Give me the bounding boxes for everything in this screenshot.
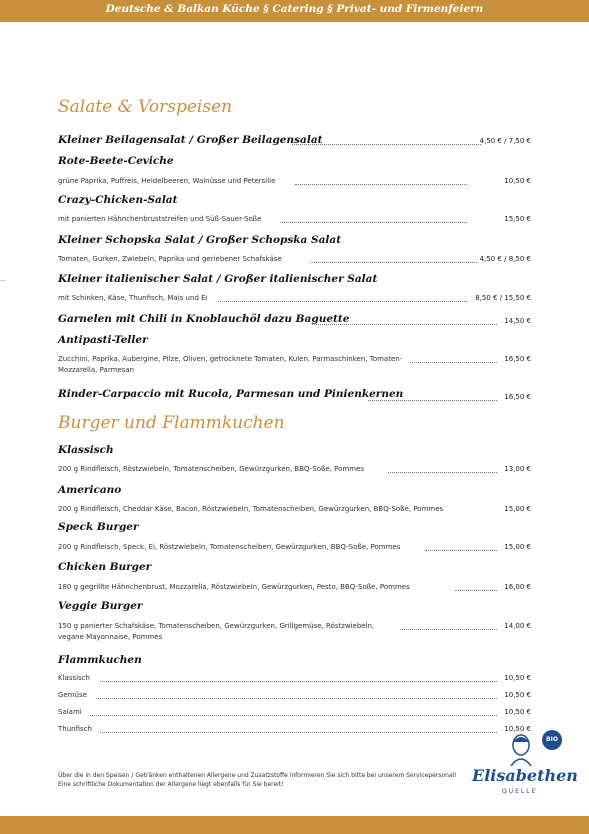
allergen-note: Über die in den Speisen / Getränken enthaltenen Allergene und Zusatzstoffe informieren Sie sich bitte bei unserem Servicepersonal! Eine schriftliche Dokumentation der Allergene liegt ebenfalls für Sie bereit! [58,772,457,788]
portrait-icon [506,732,536,766]
menu-item-title: Flammkuchen [58,654,142,666]
menu-item-title: Crazy-Chicken-Salat [58,194,178,206]
menu-item-price: 10,50 € [504,177,531,185]
menu-item-title: Veggie Burger [58,600,143,612]
menu-item-title: Speck Burger [58,521,139,533]
flammkuchen-price: 10,50 € [504,674,531,682]
menu-item-price: 13,00 € [504,465,531,473]
dot-leader [292,144,481,145]
section-title-salate: Salate & Vorspeisen [58,97,233,117]
flammkuchen-name: Thunfisch [58,725,92,733]
flammkuchen-price: 10,50 € [504,708,531,716]
dot-leader [100,732,497,733]
dot-leader [310,262,477,263]
dot-leader [100,681,497,682]
logo-wordmark: Elisabethen [472,766,578,785]
dot-leader [425,550,497,551]
menu-item-title: Kleiner italienischer Salat / Großer italienischer Salat [58,273,378,285]
menu-item-price: 15,00 € [504,505,531,513]
menu-item-title: Americano [58,484,122,496]
menu-item-price: 15,50 € [504,215,531,223]
elisabethen-logo [472,728,578,804]
header-tagline: Deutsche & Balkan Küche § Catering § Privat- und Firmenfeiern [105,3,484,15]
flammkuchen-name: Klassisch [58,674,90,682]
dot-leader [388,472,497,473]
menu-item-description: grüne Paprika, Puffreis, Heidelbeeren, Walnüsse und Petersilie [58,177,276,185]
header-bar [0,0,589,22]
menu-item-title: Antipasti-Teller [58,334,148,346]
menu-item-title: Kleiner Schopska Salat / Großer Schopska Salat [58,234,342,246]
menu-item-description: 200 g Rindfleisch, Cheddar Käse, Bacon, Röstzwiebeln, Tomatenscheiben, Gewürzgurken, BBQ-Soße, Pommes [58,505,444,513]
menu-item-price: 16,00 € [504,583,531,591]
dot-leader [218,301,467,302]
section-title-burger: Burger und Flammkuchen [58,413,285,433]
menu-item-title: Klassisch [58,444,114,456]
menu-item-price: 16,50 € [504,355,531,363]
dot-leader [90,715,497,716]
menu-item-description: mit Schinken, Käse, Thunfisch, Mais und Ei [58,294,208,302]
dot-leader [410,362,497,363]
flammkuchen-price: 10,50 € [504,691,531,699]
menu-item-title: Rinder-Carpaccio mit Rucola, Parmesan und Pinienkernen [58,388,404,400]
menu-item-price: 4,50 € / 7,50 € [479,137,531,145]
menu-item-title: Rote-Beete-Ceviche [58,155,174,167]
menu-item-price: 16,50 € [504,393,531,401]
bio-badge: BIO [542,730,562,750]
menu-item-title: Garnelen mit Chili in Knoblauchöl dazu Baguette [58,313,350,325]
menu-item-description: 200 g Rindfleisch, Röstzwiebeln, Tomatenscheiben, Gewürzgurken, BBQ-Soße, Pommes [58,465,365,473]
menu-item-description: 180 g gegrillte Hähnchenbrust, Mozzarella, Röstzwiebeln, Gewürzgurken, Pesto, BBQ-Soße, Pommes [58,583,410,591]
menu-item-description: mit panierten Hähnchenbruststreifen und Süß-Sauer-Soße [58,215,262,223]
dot-leader [368,400,497,401]
menu-item-description: 150 g panierter Schafskäse, Tomatenscheiben, Gewürzgurken, Grillgemüse, Röstzwiebeln, vegane Mayonnaise, Pommes [58,622,375,641]
menu-item-price: 8,50 € / 15,50 € [475,294,531,302]
flammkuchen-price: 10,50 € [504,725,531,733]
dot-leader [96,698,497,699]
menu-item-price: 14,00 € [504,622,531,630]
dot-leader [400,629,497,630]
dot-leader [280,222,467,223]
flammkuchen-name: Salami [58,708,82,716]
footer-bar [0,816,589,834]
logo-subtitle: QUELLE [502,788,538,795]
dot-leader [455,590,497,591]
menu-item-description: Tomaten, Gurken, Zwiebeln, Paprika und geriebener Schafskäse [58,255,282,263]
flammkuchen-name: Gemüse [58,691,87,699]
fold-mark [0,280,6,281]
menu-item-description: 200 g Rindfleisch, Speck, Ei, Röstzwiebeln, Tomatenscheiben, Gewürzgurken, BBQ-Soße, Pommes [58,543,401,551]
menu-item-price: 14,50 € [504,317,531,325]
menu-item-description: Zucchini, Paprika, Aubergine, Pilze, Oliven, getrocknete Tomaten, Kulen, Parmaschinken, Tomaten-Mozzarella, Parmesan [58,355,403,374]
menu-item-title: Kleiner Beilagensalat / Großer Beilagensalat [58,134,323,146]
menu-item-price: 15,00 € [504,543,531,551]
dot-leader [312,324,497,325]
menu-item-price: 4,50 € / 8,50 € [479,255,531,263]
menu-item-title: Chicken Burger [58,561,152,573]
dot-leader [295,184,467,185]
